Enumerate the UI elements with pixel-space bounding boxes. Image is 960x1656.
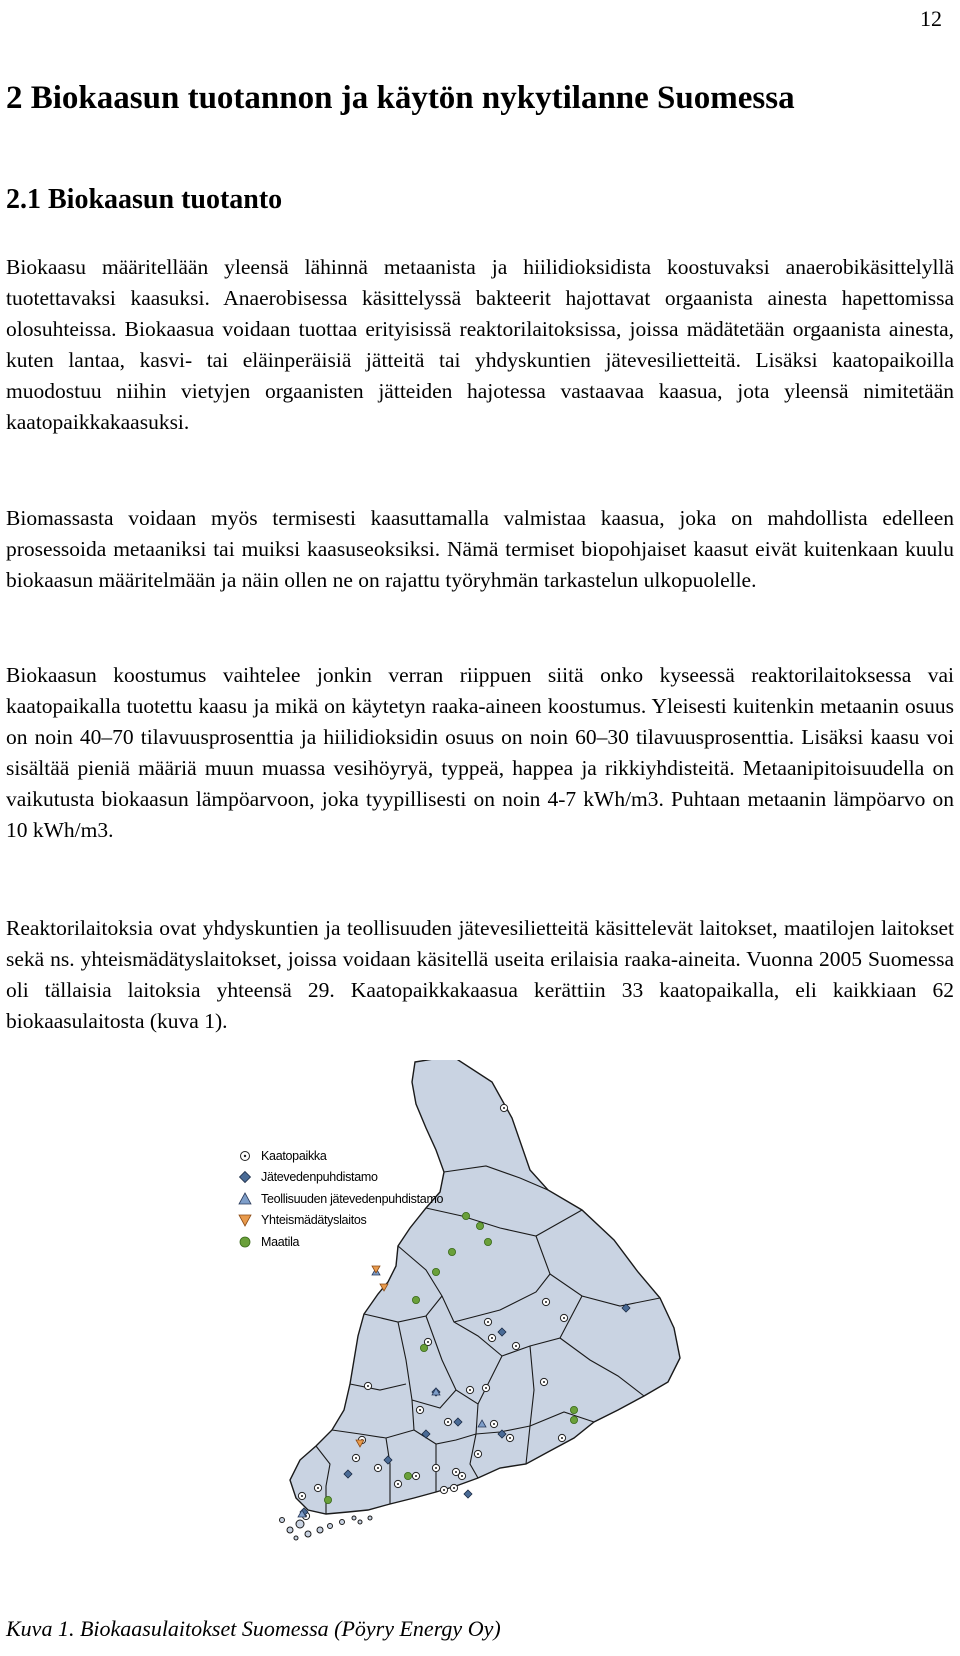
page-number: 12 [920, 6, 942, 31]
legend-label: Yhteismädätyslaitos [261, 1213, 367, 1228]
section-heading: 2.1 Biokaasun tuotanto [6, 184, 283, 215]
codigestion-plant-icon [237, 1212, 261, 1228]
legend-label: Jätevedenpuhdistamo [261, 1170, 378, 1185]
archipelago [280, 1516, 373, 1540]
wastewater-plant-icon [237, 1169, 261, 1185]
farm-icon [237, 1234, 261, 1250]
finland-biogas-map [230, 1060, 750, 1590]
legend-label: Kaatopaikka [261, 1148, 327, 1163]
legend-item-farm [237, 1231, 443, 1253]
legend-item-landfill [237, 1145, 443, 1167]
industrial-wastewater-icon [237, 1191, 261, 1207]
legend-item-industrial [237, 1188, 443, 1210]
chapter-heading: 2 Biokaasun tuotannon ja käytön nykytilanne Suomessa [6, 80, 795, 116]
landfill-icon [237, 1148, 261, 1164]
legend-label: Teollisuuden jätevedenpuhdistamo [261, 1191, 444, 1206]
paragraph-2: Biomassasta voidaan myös termisesti kaasuttamalla valmistaa kaasua, joka on mahdollista edelleen prosessoida metaaniksi tai muiksi kaasuseoksiksi. Nämä termiset biopohjaiset kaasut eivät kuitenkaan kuulu biokaasun määritelmään ja näin ollen ne on rajattu työryhmän tarkastelun ulkopuolelle. [6, 506, 954, 592]
legend-item-codigestion [237, 1210, 443, 1232]
paragraph-1: Biokaasu määritellään yleensä lähinnä metaanista ja hiilidioksidista koostuvaksi anaerobikäsittelyllä tuotettavaksi kaasuksi. Anaerobisessa käsittelyssä bakteerit hajottavat orgaanista ainesta hapettomissa olosuhteissa. Biokaasua voidaan tuottaa erityisissä reaktorilaitoksissa, joissa mädätetään orgaanista ainesta, kuten lantaa, kasvi- tai eläinperäisiä jätteitä tai yhdyskuntien jätevesilietteitä. Lisäksi kaatopaikoilla muodostuu niihin vietyjen orgaanisten jätteiden hajotessa vastaavaa kaasua, jota yleensä nimitetään kaatopaikkakaasuksi. [6, 255, 954, 434]
legend-item-wastewater [237, 1167, 443, 1189]
figure-caption: Kuva 1. Biokaasulaitokset Suomessa (Pöyry Energy Oy) [6, 1616, 501, 1641]
finland-outline [290, 1060, 680, 1514]
legend-label: Maatila [261, 1234, 300, 1249]
paragraph-3: Biokaasun koostumus vaihtelee jonkin verran riippuen siitä onko kyseessä reaktorilaitoksessa vai kaatopaikalla tuotettu kaasu ja mikä on käytetyn raaka-aineen koostumus. Yleisesti kuitenkin metaanin osuus on noin 40–70 tilavuusprosenttia ja hiilidioksidin osuus on noin 60–30 tilavuusprosenttia. Lisäksi kaasu voi sisältää pieniä määriä muun muassa vesihöyryä, typpeä, happea ja rikkiyhdisteitä. Metaanipitoisuudella on vaikutusta biokaasun lämpöarvoon, joka tyypillisesti on noin 4-7 kWh/m3. Puhtaan metaanin lämpöarvo on 10 kWh/m3. [6, 663, 954, 842]
map-legend [237, 1145, 443, 1253]
paragraph-4: Reaktorilaitoksia ovat yhdyskuntien ja teollisuuden jätevesilietteitä käsittelevät laitokset, maatilojen laitokset sekä ns. yhteismädätyslaitokset, joissa voidaan käsitellä useita erilaisia raaka-aineita. Vuonna 2005 Suomessa oli tällaisia laitoksia yhteensä 29. Kaatopaikkakaasua kerättiin 33 kaatopaikalla, eli kaikkiaan 62 biokaasulaitosta (kuva 1). [6, 916, 954, 1033]
